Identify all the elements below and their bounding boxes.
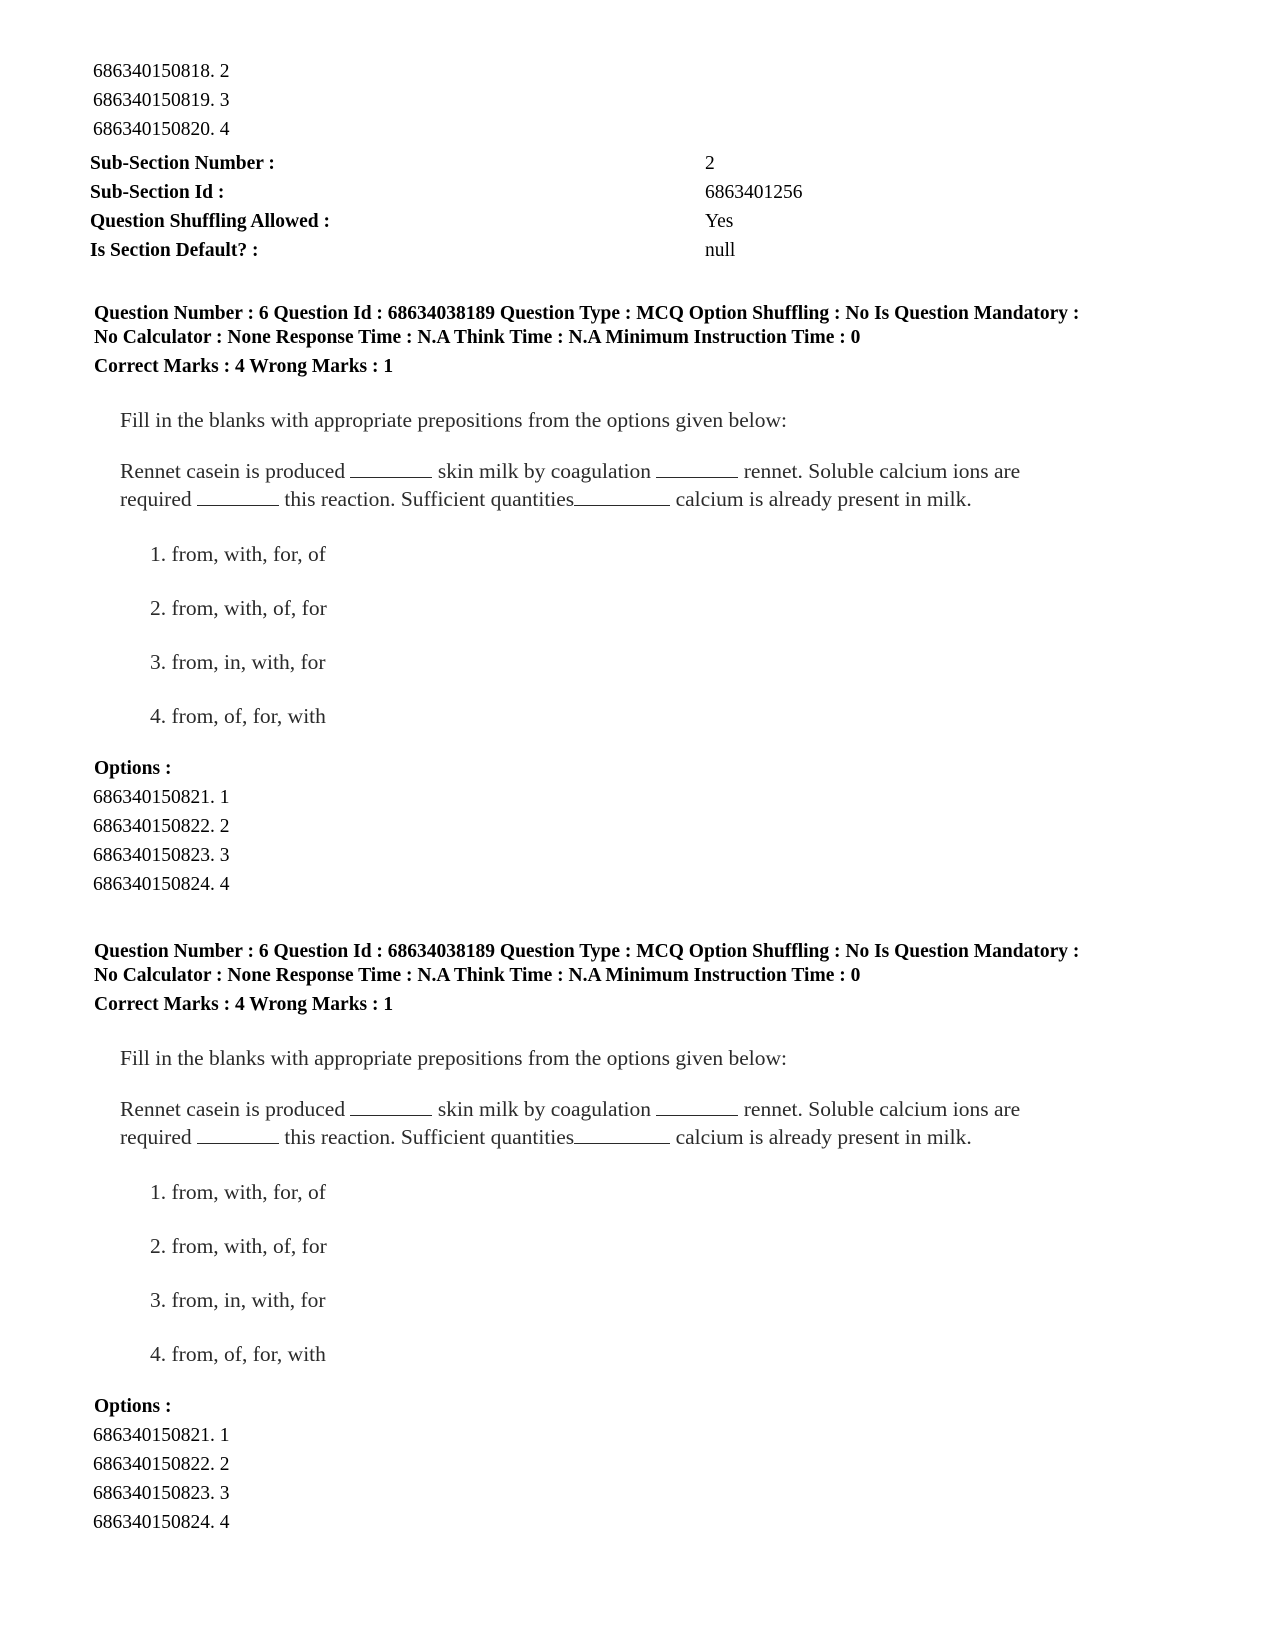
- answer-blank: [574, 1123, 670, 1144]
- answer-blank: [574, 485, 670, 506]
- choice-item: 1. from, with, for, of: [150, 1180, 326, 1204]
- question-passage-line2: required this reaction. Sufficient quantities calcium is already present in milk.: [120, 1125, 972, 1149]
- option-id-line: 686340150821. 1: [93, 787, 230, 808]
- question-passage-line1: Rennet casein is produced skin milk by coagulation rennet. Soluble calcium ions are: [120, 1097, 1021, 1121]
- question-passage-line2: required this reaction. Sufficient quantities calcium is already present in milk.: [120, 487, 972, 511]
- option-id-line: 686340150822. 2: [93, 816, 230, 837]
- question-shuffling-label: Question Shuffling Allowed :: [90, 211, 331, 232]
- option-id-line: 686340150819. 3: [93, 90, 230, 111]
- choice-item: 2. from, with, of, for: [150, 1234, 327, 1258]
- choice-item: 1. from, with, for, of: [150, 542, 326, 566]
- subsection-id-label: Sub-Section Id :: [90, 182, 225, 203]
- option-id-line: 686340150824. 4: [93, 874, 230, 895]
- subsection-number-label: Sub-Section Number :: [90, 153, 275, 174]
- choice-item: 4. from, of, for, with: [150, 704, 326, 728]
- question-marks: Correct Marks : 4 Wrong Marks : 1: [94, 356, 394, 377]
- options-label: Options :: [94, 758, 172, 779]
- option-id-line: 686340150823. 3: [93, 845, 230, 866]
- question-marks: Correct Marks : 4 Wrong Marks : 1: [94, 994, 394, 1015]
- answer-blank: [656, 457, 738, 478]
- options-label: Options :: [94, 1396, 172, 1417]
- option-id-line: 686340150820. 4: [93, 119, 230, 140]
- question-shuffling-value: Yes: [705, 211, 734, 232]
- section-default-value: null: [705, 240, 736, 261]
- answer-blank: [350, 1095, 432, 1116]
- option-id-line: 686340150818. 2: [93, 61, 230, 82]
- question-passage-line1: Rennet casein is produced skin milk by coagulation rennet. Soluble calcium ions are: [120, 459, 1021, 483]
- answer-blank: [656, 1095, 738, 1116]
- choice-item: 2. from, with, of, for: [150, 596, 327, 620]
- answer-blank: [197, 485, 279, 506]
- question-header-line1: Question Number : 6 Question Id : 68634038189 Question Type : MCQ Option Shuffling : No Is Question Mandatory :: [94, 303, 1080, 324]
- subsection-id-value: 6863401256: [705, 182, 803, 203]
- option-id-line: 686340150821. 1: [93, 1425, 230, 1446]
- option-id-line: 686340150824. 4: [93, 1512, 230, 1533]
- answer-blank: [350, 457, 432, 478]
- question-instruction: Fill in the blanks with appropriate prepositions from the options given below:: [120, 1046, 788, 1070]
- option-id-line: 686340150823. 3: [93, 1483, 230, 1504]
- question-header-line2: No Calculator : None Response Time : N.A Think Time : N.A Minimum Instruction Time : 0: [94, 327, 861, 348]
- question-header-line1: Question Number : 6 Question Id : 68634038189 Question Type : MCQ Option Shuffling : No Is Question Mandatory :: [94, 941, 1080, 962]
- subsection-number-value: 2: [705, 153, 715, 174]
- question-header-line2: No Calculator : None Response Time : N.A Think Time : N.A Minimum Instruction Time : 0: [94, 965, 861, 986]
- question-instruction: Fill in the blanks with appropriate prepositions from the options given below:: [120, 408, 788, 432]
- section-default-label: Is Section Default? :: [90, 240, 259, 261]
- choice-item: 4. from, of, for, with: [150, 1342, 326, 1366]
- choice-item: 3. from, in, with, for: [150, 650, 326, 674]
- choice-item: 3. from, in, with, for: [150, 1288, 326, 1312]
- option-id-line: 686340150822. 2: [93, 1454, 230, 1475]
- answer-blank: [197, 1123, 279, 1144]
